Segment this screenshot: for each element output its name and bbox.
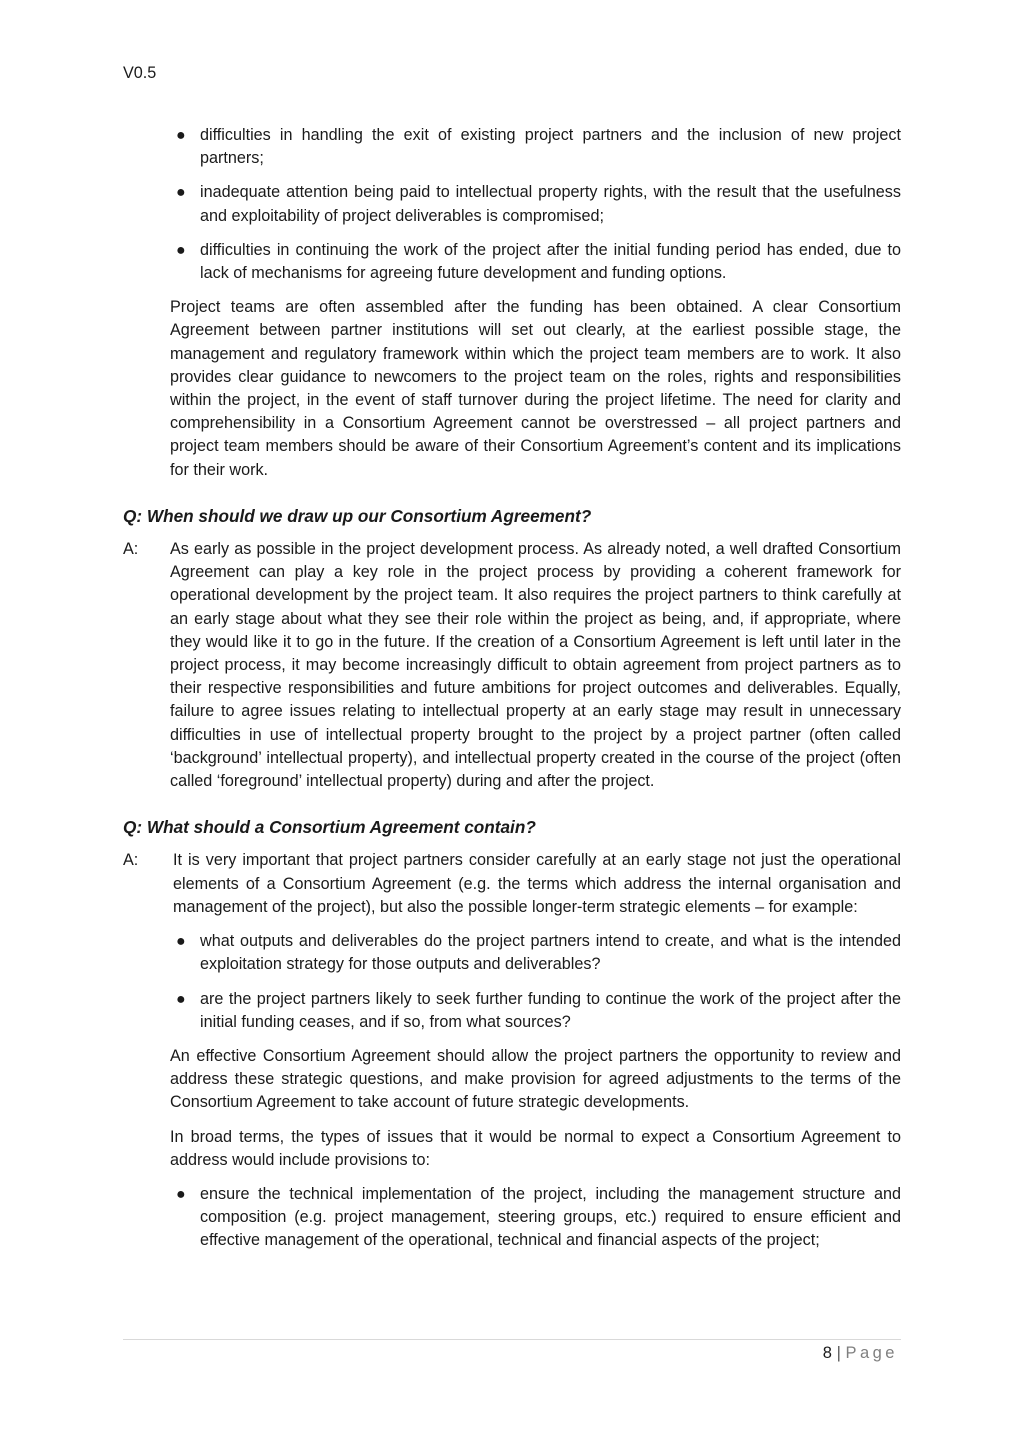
strategic-bullet-list [123,930,901,1034]
question-heading-when: Q: When should we draw up our Consortium Agreement? [123,505,592,526]
answer-label: A: [123,851,139,870]
bullet-icon: ● [176,184,186,202]
provisions-bullet-list [123,1183,901,1253]
list-item: ● difficulties in handling the exit of existing project partners and the inclusion of new project partners; [176,126,901,168]
list-item: ● ensure the technical implementation of the project, including the management structure and composition (e.g. project management, steering groups, etc.) required to ensure efficient and effective management of the operational, technical and financial aspects of the project; [176,1184,901,1250]
page-number: 8 [822,1344,832,1362]
bullet-icon: ● [176,990,186,1008]
bullet-icon: ● [176,933,186,951]
answer-text: It is very important that project partners consider carefully at an early stage not just the operational elements of a Consortium Agreement (e.g. the terms which address the internal organisation and management of the project), but also the possible longer-term strategic elements – for example: [173,851,901,916]
page-content [123,124,901,1264]
footer-divider [123,1339,901,1340]
list-item: ● difficulties in continuing the work of the project after the initial funding period has ended, due to lack of mechanisms for agreeing future development and funding options. [176,240,901,283]
list-item: ● inadequate attention being paid to intellectual property rights, with the result that the usefulness and exploitability of project deliverables is compromised; [176,183,901,225]
footer-separator: | [836,1344,841,1362]
answer-block-contain [123,849,901,919]
version-label: V0.5 [123,64,157,82]
intro-bullet-list [123,124,901,285]
question-heading-contain: Q: What should a Consortium Agreement contain? [123,817,536,838]
bullet-icon: ● [176,1185,186,1203]
answer-block-when [123,538,901,793]
strategic-paragraph: An effective Consortium Agreement should allow the project partners the opportunity to review and address these strategic questions, and make provision for agreed adjustments to the terms of the Consortium Agreement to take account of future strategic developments. [170,1046,901,1112]
page-footer [823,1342,898,1365]
answer-text: As early as possible in the project development process. As already noted, a well drafted Consortium Agreement can play a key role in the project process by providing a coherent framework for operational development by the project team. It also requires the project partners to think carefully at an early stage about what they see their role within the project as being, and, if appropriate, where they would like it to go in the future. If the creation of a Consortium Agreement is left until later in the project process, it may become increasingly difficult to obtain agreement from project partners as to their respective responsibilities and future ambitions for project outcomes and deliverables. Equally, failure to agree issues relating to intellectual property at an early stage may result in unnecessary difficulties in use of intellectual property brought to the project by a project partner (often called ‘background’ intellectual property), and intellectual property created in the course of the project (often called ‘foreground’ intellectual property) during and after the project. [170,540,901,791]
list-item: ● are the project partners likely to seek further funding to continue the work of the project after the initial funding ceases, and if so, from what sources? [176,989,901,1031]
page-word: Page [845,1344,898,1362]
issues-paragraph: In broad terms, the types of issues that it would be normal to expect a Consortium Agreement to address would include provisions to: [170,1127,901,1169]
answer-label: A: [123,540,139,559]
bullet-icon: ● [176,241,186,259]
intro-paragraph: Project teams are often assembled after the funding has been obtained. A clear Consortium Agreement between partner institutions will set out clearly, at the earliest possible stage, the management and regulatory framework within which the project team members are to work. It also provides clear guidance to newcomers to the project team on the roles, rights and responsibilities within the project, in the event of staff turnover during the project lifetime. The need for clarity and comprehensibility in a Consortium Agreement cannot be overstressed – all project partners and project team members should be aware of their Consortium Agreement’s content and its implications for their work. [170,298,901,479]
bullet-icon: ● [176,127,186,144]
list-item: ● what outputs and deliverables do the project partners intend to create, and what is the intended exploitation strategy for those outputs and deliverables? [176,932,901,974]
